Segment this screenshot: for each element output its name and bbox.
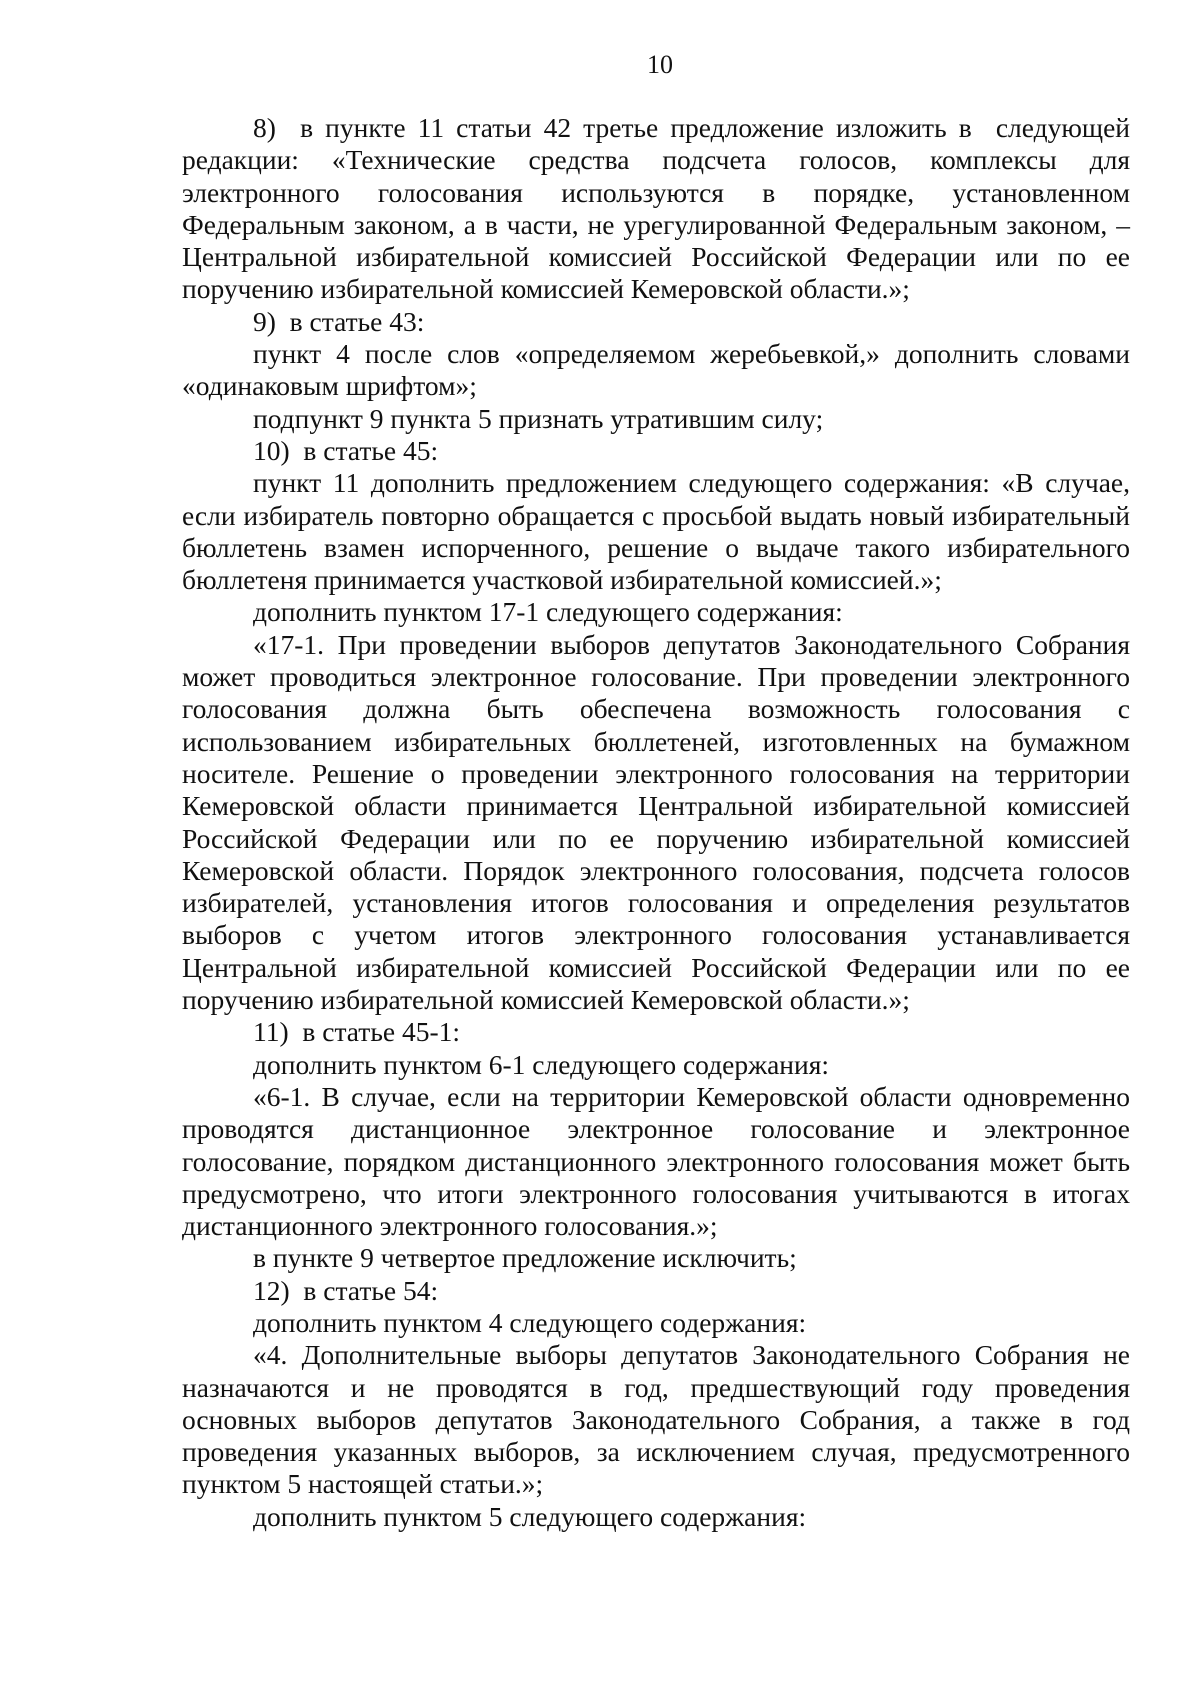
paragraph-point-4-text: «4. Дополнительные выборы депутатов Законодательного Собрания не назначаются и не проводятся в год, предшествующий году проведения основных выборов депутатов Законодательного Собрания, а также в год проведения указанных выборов, за исключением случая, предусмотренного пунктом 5 настоящей статьи.»; [182,1339,1130,1500]
document-body [182,112,1130,1533]
paragraph-add-point-6-1: дополнить пунктом 6-1 следующего содержания: [253,1048,830,1080]
paragraph-item-11: 11) в статье 45-1: [253,1016,460,1048]
paragraph-item-10: 10) в статье 45: [253,434,439,466]
paragraph-item-9: 9) в статье 43: [253,305,425,337]
paragraph-article-43-point-4: пункт 4 после слов «определяемом жеребьевкой,» дополнить словами «одинаковым шрифтом»; [182,338,1130,402]
paragraph-add-point-5: дополнить пунктом 5 следующего содержания: [253,1500,807,1532]
paragraph-item-8: 8) в пункте 11 статьи 42 третье предложение изложить в следующей редакции: «Технические средства подсчета голосов, комплексы для электронного голосования используются в порядке, установленном Федеральным законом, а в части, не урегулированной Федеральным законом, – Центральной избирательной комиссией Российской Федерации или по ее поручению избирательной комиссией Кемеровской области.»; [182,112,1130,305]
paragraph-article-43-subpoint-9: подпункт 9 пункта 5 признать утратившим силу; [253,402,824,434]
paragraph-item-12: 12) в статье 54: [253,1274,439,1306]
paragraph-add-point-17-1: дополнить пунктом 17-1 следующего содержания: [253,596,843,628]
paragraph-point-6-1-text: «6-1. В случае, если на территории Кемеровской области одновременно проводятся дистанционное электронное голосование и электронное голосование, порядком дистанционного электронного голосования может быть предусмотрено, что итоги электронного голосования учитываются в итогах дистанционного электронного голосования.»; [182,1080,1130,1242]
page-number: 10 [647,50,673,79]
paragraph-article-45-point-11: пункт 11 дополнить предложением следующего содержания: «В случае, если избиратель повторно обращается с просьбой выдать новый избирательный бюллетень взамен испорченного, решение о выдаче такого избирательного бюллетеня принимается участковой избирательной комиссией.»; [182,467,1130,596]
paragraph-point-17-1-text: «17-1. При проведении выборов депутатов Законодательного Собрания может проводиться электронное голосование. При проведении электронного голосования должна быть обеспечена возможность голосования с использованием избирательных бюллетеней, изготовленных на бумажном носителе. Решение о проведении электронного голосования на территории Кемеровской области принимается Центральной избирательной комиссией Российской Федерации или по ее поручению избирательной комиссией Кемеровской области. Порядок электронного голосования, подсчета голосов избирателей, установления итогов голосования и определения результатов выборов с учетом итогов электронного голосования устанавливается Центральной избирательной комиссией Российской Федерации или по ее поручению избирательной комиссией Кемеровской области.»; [182,628,1130,1016]
paragraph-point-9-exclusion: в пункте 9 четвертое предложение исключить; [253,1242,797,1274]
paragraph-add-point-4: дополнить пунктом 4 следующего содержания: [253,1306,807,1338]
